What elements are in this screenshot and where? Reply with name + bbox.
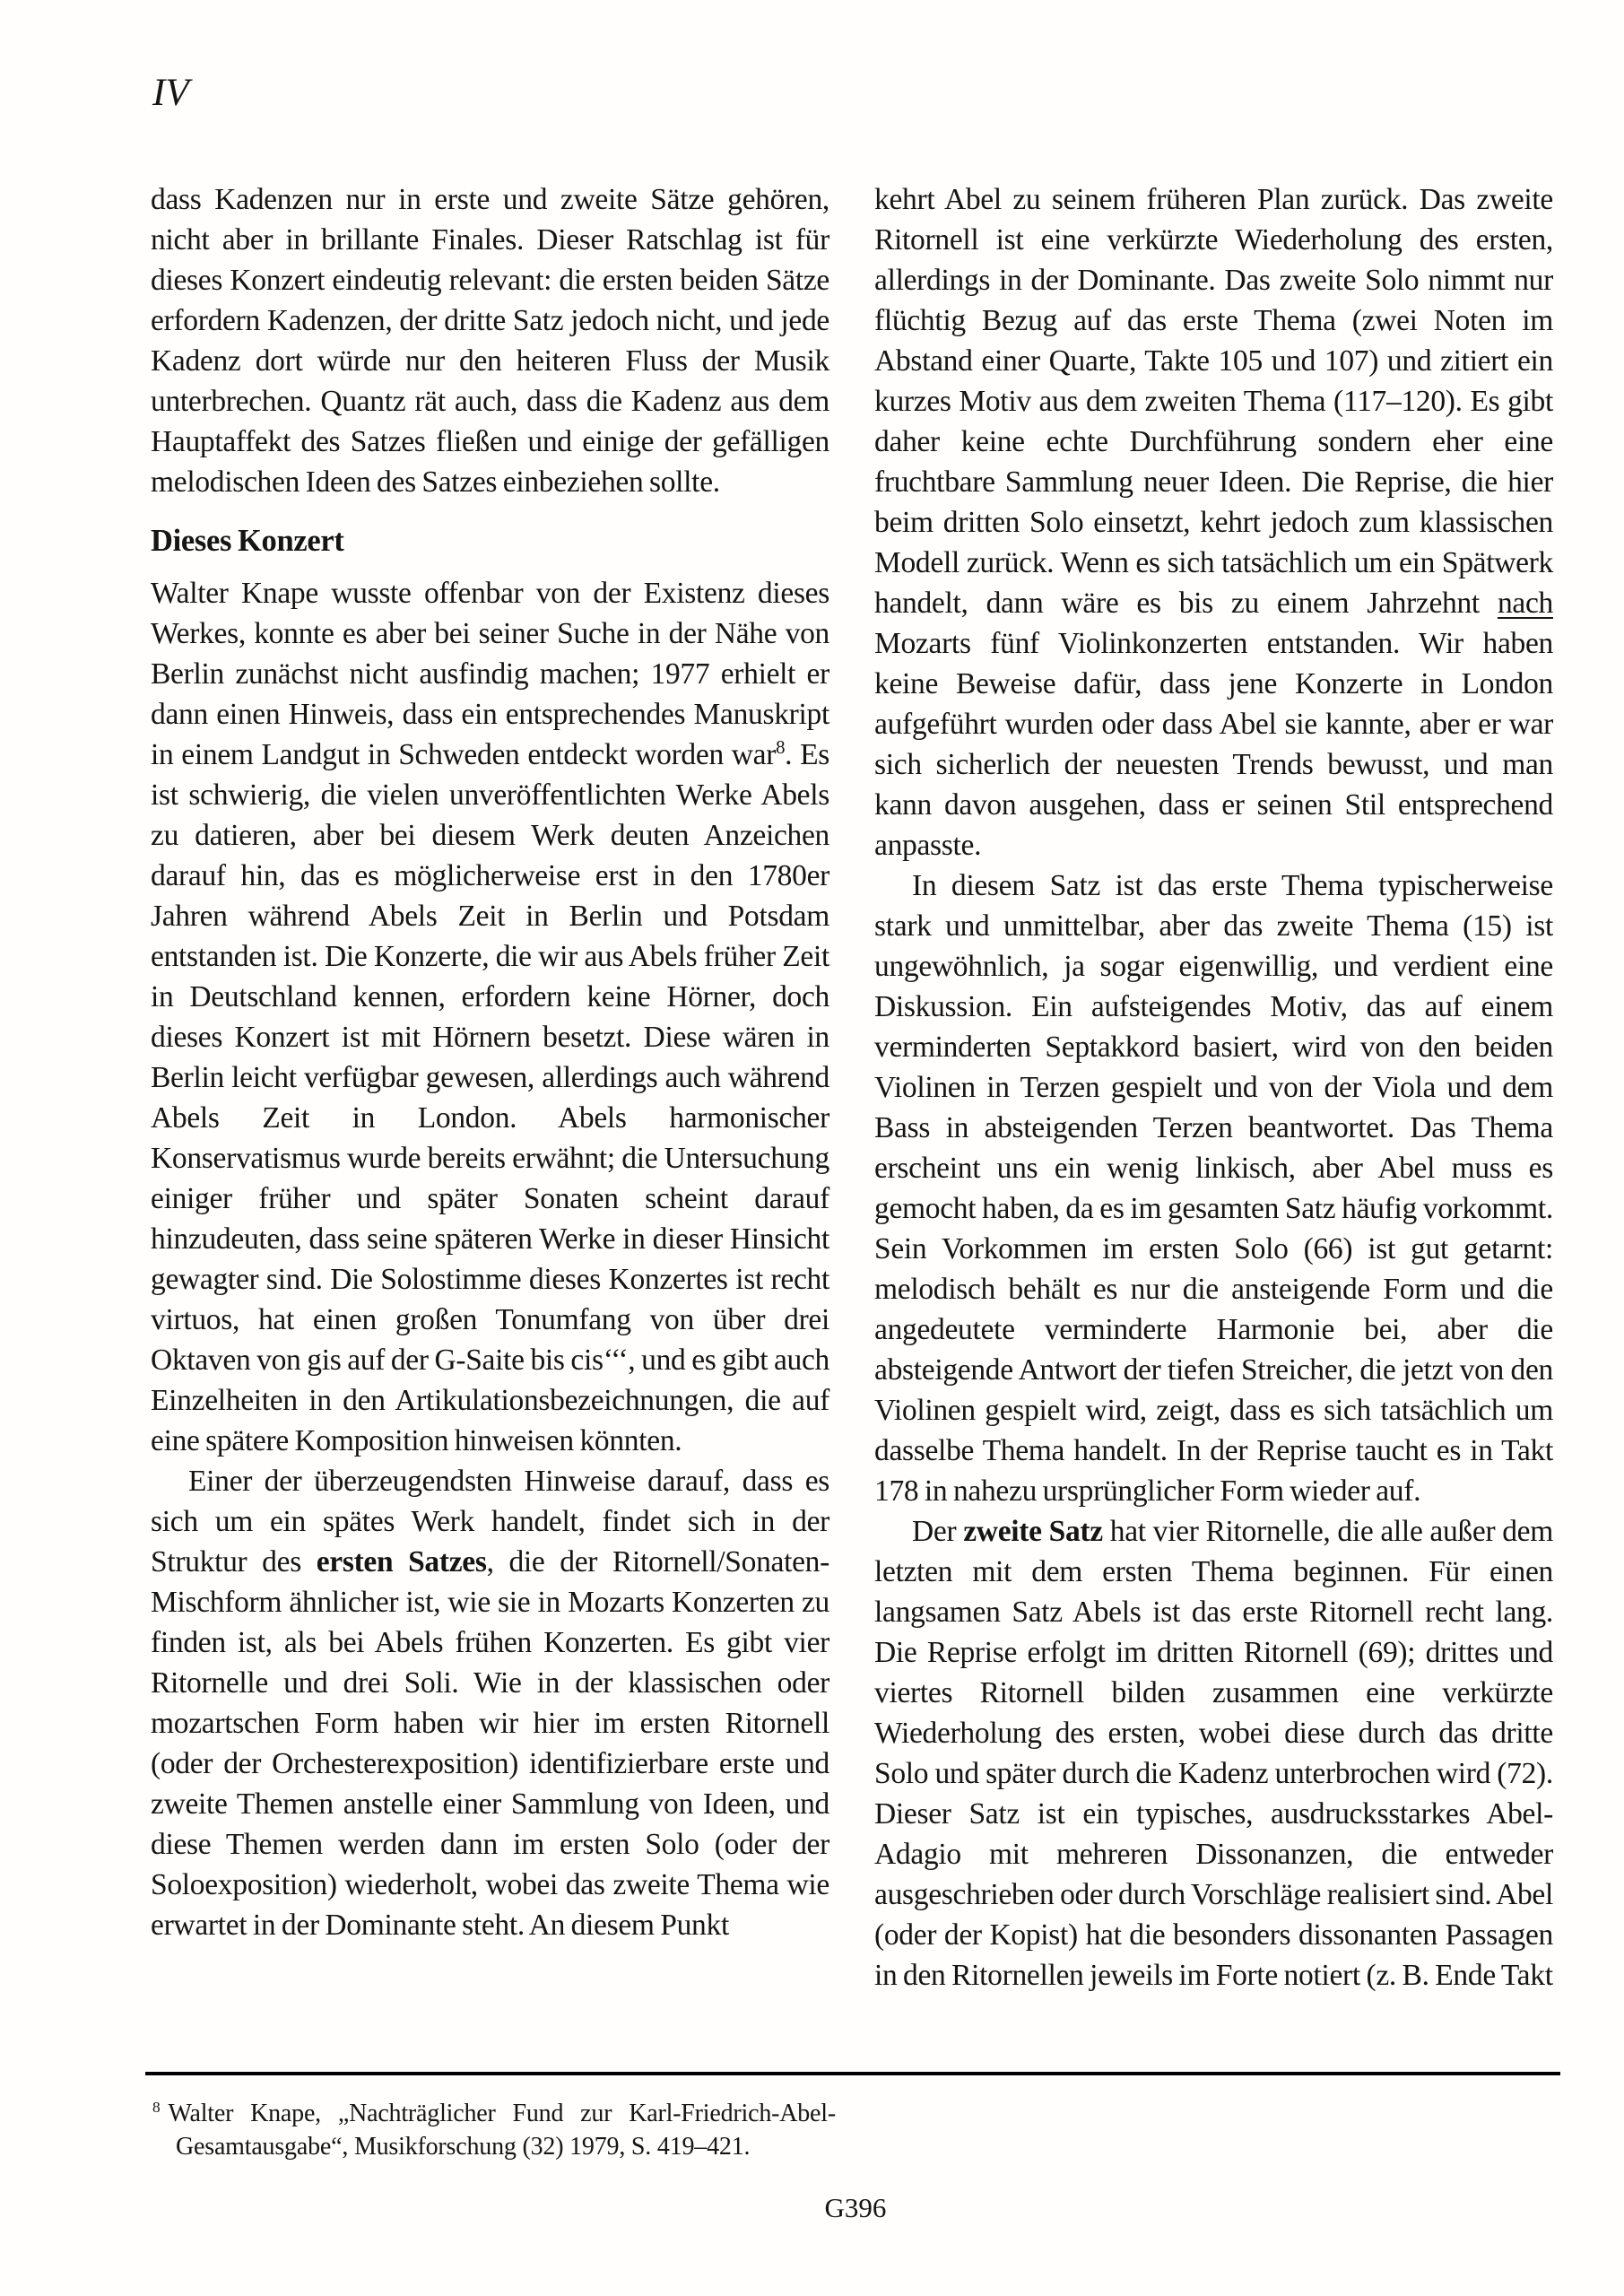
- section-heading: [151, 521, 829, 561]
- text-run: Walter Knape wusste offenbar von der Existenz dieses Werkes, konnte es aber bei seiner Suche in der Nähe von Berlin zunächst nicht ausfindig machen; 1977 erhielt er dann einen Hinweis, dass ein entsprechendes Manuskript in einem Landgut in Schweden entdeckt worden war: [151, 577, 829, 771]
- paragraph: [874, 179, 1553, 865]
- text-run: Dieses Konzert: [151, 524, 344, 558]
- text-run: nach: [1497, 587, 1553, 620]
- text-run: Walter Knape, „Nachträglicher Fund zur Karl-Friedrich-Abel-Gesamtausgabe“, Musikforschung (32) 1979, S. 419–421.: [168, 2100, 836, 2161]
- footnote: [152, 2097, 836, 2163]
- paragraph: [874, 865, 1553, 1511]
- paragraph: [151, 179, 829, 502]
- footnote-reference-superscript: 8: [776, 736, 786, 758]
- paragraph: [151, 573, 829, 1461]
- text-run: Der: [912, 1515, 964, 1548]
- text-run: Einer der überzeugendsten Hinweise darauf, dass es sich um ein spätes Werk handelt, findet sich in der Struktur des: [151, 1465, 829, 1578]
- text-run: , die der Ritornell/Sonaten-Mischform ähnlicher ist, wie sie in Mozarts Konzerten zu finden ist, als bei Abels frühen Konzerten. Es gibt vier Ritornelle und drei Soli. Wie in der klassischen oder mozartschen Form haben wir hier im ersten Ritornell (oder der Orchesterexposition) identifizierbare erste und zweite Themen anstelle einer Sammlung von Ideen, und diese Themen werden dann im ersten Solo (oder der Soloexposition) wiederholt, wobei das zweite Thema wie erwartet in der Dominante steht. An diesem Punkt: [151, 1545, 829, 1942]
- text-run: . Es ist schwierig, die vielen unveröffentlichten Werke Abels zu datieren, aber bei diesem Werk deuten Anzeichen darauf hin, das es möglicherweise erst in den 1780er Jahren während Abels Zeit in Berlin und Potsdam entstanden ist. Die Konzerte, die wir aus Abels früher Zeit in Deutschland kennen, erfordern keine Hörner, doch dieses Konzert ist mit Hörnern besetzt. Diese wären in Berlin leicht verfügbar gewesen, allerdings auch während Abels Zeit in London. Abels harmonischer Konservatismus wurde bereits erwähnt; die Untersuchung einiger früher und später Sonaten scheint darauf hinzudeuten, dass seine späteren Werke in dieser Hinsicht gewagter sind. Die Solostimme dieses Konzertes ist recht virtuos, hat einen großen Tonumfang von über drei Oktaven von gis auf der G-Saite bis cis‘‘‘, und es gibt auch Einzelheiten in den Artikulationsbezeichnungen, die auf eine spätere Komposition hinweisen könnten.: [151, 738, 829, 1457]
- text-run: zweite Satz: [963, 1515, 1103, 1548]
- text-run: hat vier Ritornelle, die alle außer dem letzten mit dem ersten Thema beginnen. Für einen langsamen Satz Abels ist das erste Ritornell recht lang. Die Reprise erfolgt im dritten Ritornell (69); drittes und viertes Ritornell bilden zusammen eine verkürzte Wiederholung des ersten, wobei diese durch das dritte Solo und später durch die Kadenz unterbrochen wird (72). Dieser Satz ist ein typisches, ausdrucksstarkes Abel-Adagio mit mehreren Dissonanzen, die entweder ausgeschrieben oder durch Vorschläge realisiert sind. Abel (oder der Kopist) hat die besonders dissonanten Passagen in den Ritornellen jeweils im Forte notiert (z. B. Ende Takt: [874, 1515, 1553, 1992]
- plate-number: G396: [824, 2192, 887, 2223]
- text-run: ersten Satzes: [316, 1545, 487, 1578]
- footnote-marker: 8: [152, 2098, 161, 2116]
- text-run: dass Kadenzen nur in erste und zweite Sätze gehören, nicht aber in brillante Finales. Dieser Ratschlag ist für dieses Konzert eindeutig relevant: die ersten beiden Sätze erfordern Kadenzen, der dritte Satz jedoch nicht, und jede Kadenz dort würde nur den heiteren Fluss der Musik unterbrechen. Quantz rät auch, dass die Kadenz aus dem Hauptaffekt des Satzes fließen und einige der gefälligen melodischen Ideen des Satzes einbeziehen sollte.: [151, 183, 829, 499]
- footnote-separator-rule: [145, 2072, 1560, 2075]
- text-body: [151, 179, 1553, 1996]
- paragraph: [874, 1511, 1553, 1996]
- text-column-left: [151, 179, 829, 1996]
- page-header-roman-numeral: IV: [152, 72, 189, 114]
- text-run: Mozarts fünf Violinkonzerten entstanden. Wir haben keine Beweise dafür, dass jene Konzerte in London aufgeführt wurden oder dass Abel sie kannte, aber er war sich sicherlich der neuesten Trends bewusst, und man kann davon ausgehen, dass er seinen Stil entsprechend anpasste.: [874, 627, 1553, 862]
- text-run: In diesem Satz ist das erste Thema typischerweise stark und unmittelbar, aber das zweite Thema (15) ist ungewöhnlich, ja sogar eigenwillig, und verdient eine Diskussion. Ein aufsteigendes Motiv, das auf einem verminderten Septakkord basiert, wird von den beiden Violinen in Terzen gespielt und von der Viola und dem Bass in absteigenden Terzen beantwortet. Das Thema erscheint uns ein wenig linkisch, aber Abel muss es gemocht haben, da es im gesamten Satz häufig vorkommt. Sein Vorkommen im ersten Solo (66) ist gut getarnt: melodisch behält es nur die ansteigende Form und die angedeutete verminderte Harmonie bei, aber die absteigende Antwort der tiefen Streicher, die jetzt von den Violinen gespielt wird, zeigt, dass es sich tatsächlich um dasselbe Thema handelt. In der Reprise taucht es in Takt 178 in nahezu ursprünglicher Form wieder auf.: [874, 869, 1553, 1508]
- text-column-right: [874, 179, 1553, 1996]
- paragraph: [151, 1461, 829, 1945]
- text-run: kehrt Abel zu seinem früheren Plan zurück. Das zweite Ritornell ist eine verkürzte Wiederholung des ersten, allerdings in der Dominante. Das zweite Solo nimmt nur flüchtig Bezug auf das erste Thema (zwei Noten im Abstand einer Quarte, Takte 105 und 107) und zitiert ein kurzes Motiv aus dem zweiten Thema (117–120). Es gibt daher keine echte Durchführung sondern eher eine fruchtbare Sammlung neuer Ideen. Die Reprise, die hier beim dritten Solo einsetzt, kehrt jedoch zum klassischen Modell zurück. Wenn es sich tatsächlich um ein Spätwerk handelt, dann wäre es bis zu einem Jahrzehnt: [874, 183, 1553, 620]
